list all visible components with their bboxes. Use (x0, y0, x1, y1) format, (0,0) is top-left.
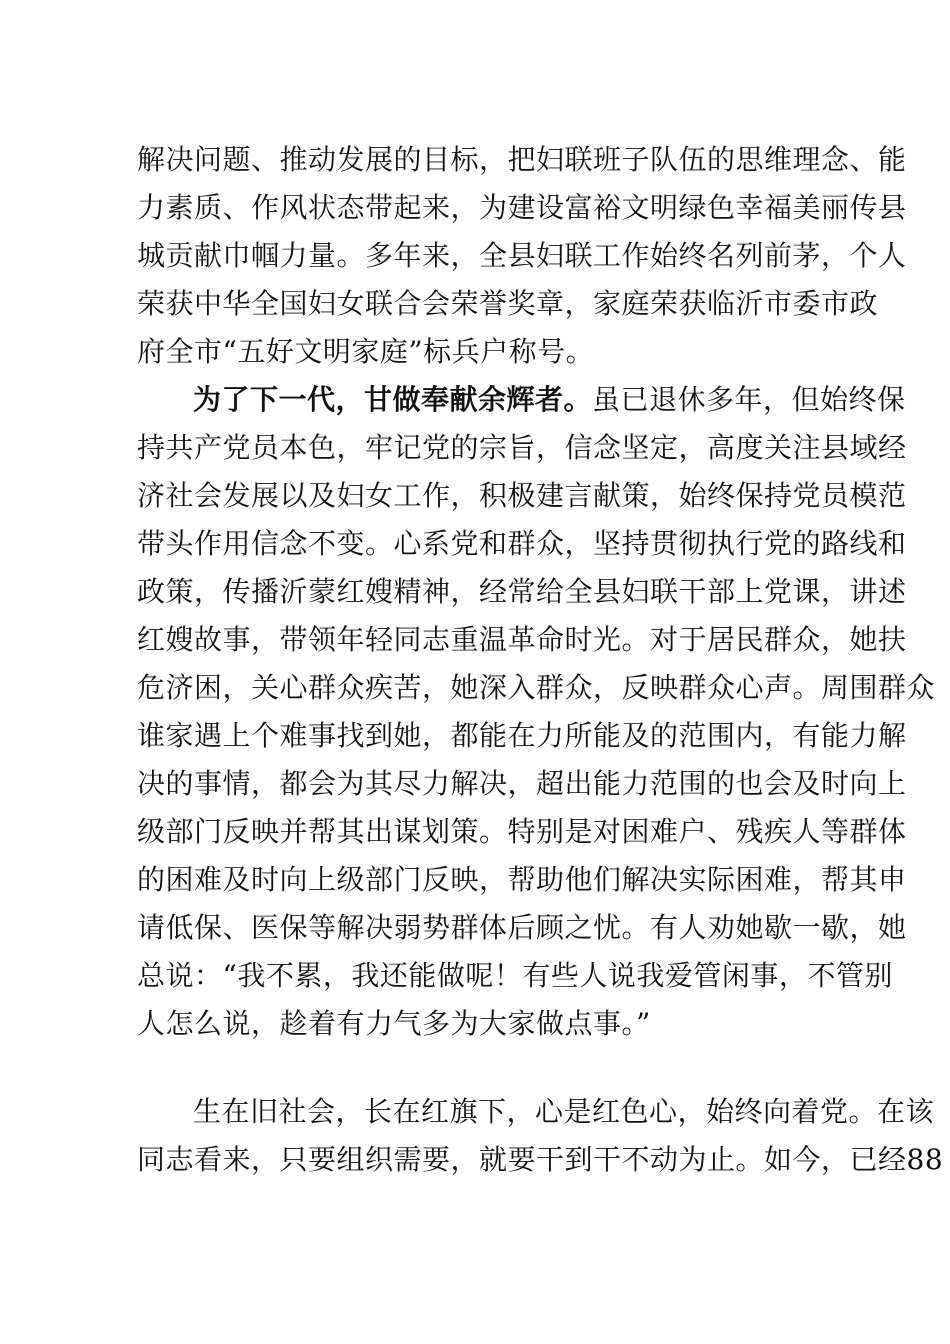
paragraph-1-line-5: 府全市“五好文明家庭”标兵户称号。 (137, 335, 595, 368)
paragraph-2-line-6: 红嫂故事，带领年轻同志重温革命时光。对于居民群众，她扶 (137, 623, 907, 656)
paragraph-2-line-10: 级部门反映并帮其出谋划策。特别是对困难户、残疾人等群体 (137, 815, 907, 848)
paragraph-2-line-11: 的困难及时向上级部门反映，帮助他们解决实际困难，帮其申 (137, 863, 907, 896)
paragraph-2-line-7: 危济困，关心群众疾苦，她深入群众，反映群众心声。周围群众 (137, 671, 936, 704)
paragraph-2-line-14: 人怎么说，趁着有力气多为大家做点事。” (137, 1007, 651, 1040)
paragraph-2 (137, 376, 936, 1048)
paragraph-2-heading: 为了下一代，甘做奉献余辉者。 (193, 383, 593, 416)
paragraph-1-line-2: 力素质、作风状态带起来，为建设富裕文明绿色幸福美丽传县 (137, 191, 907, 224)
paragraph-2-line-12: 请低保、医保等解决弱势群体后顾之忧。有人劝她歇一歇，她 (137, 911, 907, 944)
paragraph-3 (137, 1088, 944, 1184)
paragraph-3-line-2: 同志看来，只要组织需要，就要干到干不动为止。如今，已经88 (137, 1143, 944, 1176)
paragraph-2-line-5: 政策，传播沂蒙红嫂精神，经常给全县妇联干部上党课，讲述 (137, 575, 907, 608)
paragraph-2-first-line-rest: 虽已退休多年，但始终保 (592, 383, 906, 416)
paragraph-1 (137, 136, 907, 376)
paragraph-1-line-4: 荣获中华全国妇女联合会荣誉奖章，家庭荣获临沂市委市政 (137, 287, 879, 320)
paragraph-2-line-9: 决的事情，都会为其尽力解决，超出能力范围的也会及时向上 (137, 767, 907, 800)
paragraph-2-line-4: 带头作用信念不变。心系党和群众，坚持贯彻执行党的路线和 (137, 527, 907, 560)
paragraph-3-line-1: 生在旧社会，长在红旗下，心是红色心，始终向着党。在该 (193, 1095, 935, 1128)
paragraph-1-line-1: 解决问题、推动发展的目标，把妇联班子队伍的思维理念、能 (137, 143, 907, 176)
paragraph-1-line-3: 城贡献巾帼力量。多年来，全县妇联工作始终名列前茅，个人 (137, 239, 907, 272)
paragraph-2-line-1 (137, 376, 906, 424)
paragraph-2-line-8: 谁家遇上个难事找到她，都能在力所能及的范围内，有能力解 (137, 719, 907, 752)
paragraph-2-line-3: 济社会发展以及妇女工作，积极建言献策，始终保持党员模范 (137, 479, 907, 512)
paragraph-2-line-2: 持共产党员本色，牢记党的宗旨，信念坚定，高度关注县域经 (137, 431, 907, 464)
paragraph-2-line-13: 总说：“我不累，我还能做呢！有些人说我爱管闲事，不管别 (137, 959, 893, 992)
